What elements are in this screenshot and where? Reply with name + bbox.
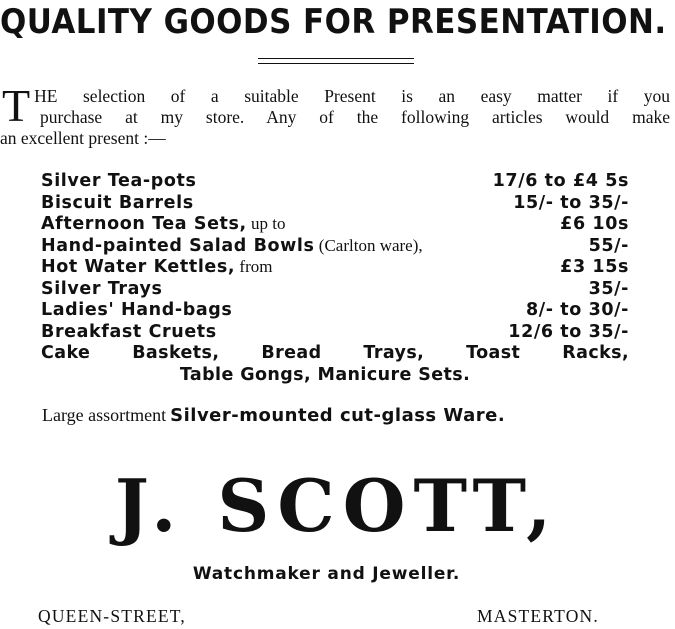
price-list-item	[41, 300, 629, 322]
misc-line-2: Table Gongs, Manicure Sets.	[179, 365, 471, 385]
merchant-town: MASTERTON.	[477, 606, 599, 626]
price-list-item	[41, 171, 629, 193]
merchant-street: QUEEN-STREET,	[38, 606, 186, 626]
intro-paragraph	[0, 80, 670, 149]
double-rule-top	[258, 58, 414, 59]
assortment-prefix: Large assortment	[42, 405, 167, 425]
intro-line-2: purchase at my store. Any of the following articles would make	[40, 107, 670, 127]
price-list-item	[41, 257, 629, 279]
item-note: (Carlton ware),	[314, 235, 423, 255]
item-price: 35/-	[588, 278, 629, 299]
item-name: Afternoon Tea Sets,	[41, 214, 247, 234]
item-name: Breakfast Cruets	[41, 321, 217, 342]
merchant-trade: Watchmaker and Jeweller.	[192, 564, 461, 584]
item-price: £3 15s	[560, 257, 629, 277]
item-name: Hot Water Kettles,	[41, 257, 236, 277]
item-name: Biscuit Barrels	[41, 192, 194, 213]
item-price: 55/-	[588, 235, 629, 256]
intro-line-3: an excellent present :—	[0, 128, 166, 148]
price-list-item	[41, 236, 629, 258]
item-price: £6 10s	[560, 214, 629, 234]
price-list	[41, 171, 629, 343]
misc-items	[41, 342, 629, 386]
intro-line-1: HE selection of a suitable Present is an easy matter if you	[34, 86, 670, 106]
item-name: Silver Tea-pots	[41, 171, 197, 191]
drop-cap: T	[2, 80, 31, 131]
item-note: up to	[246, 214, 286, 233]
assortment-line	[42, 405, 505, 426]
price-list-item	[41, 322, 629, 344]
price-list-item	[41, 193, 629, 215]
assortment-highlight: Silver-mounted cut-glass Ware.	[170, 405, 506, 426]
item-name: Ladies' Hand-bags	[41, 300, 233, 320]
misc-line-1: Cake Baskets, Bread Trays, Toast Racks,	[41, 343, 629, 363]
item-name: Silver Trays	[41, 278, 163, 299]
price-list-item	[41, 214, 629, 236]
headline: QUALITY GOODS FOR PRESENTATION.	[0, 2, 667, 42]
item-price: 8/- to 30/-	[525, 300, 629, 320]
price-list-item	[41, 279, 629, 301]
merchant-name: J. SCOTT,	[114, 463, 560, 548]
item-price: 17/6 to £4 5s	[492, 171, 629, 191]
item-name: Hand-painted Salad Bowls	[41, 235, 315, 256]
item-note: from	[235, 257, 273, 276]
item-price: 15/- to 35/-	[513, 192, 629, 213]
item-price: 12/6 to 35/-	[508, 321, 629, 342]
double-rule-bottom	[258, 63, 414, 64]
